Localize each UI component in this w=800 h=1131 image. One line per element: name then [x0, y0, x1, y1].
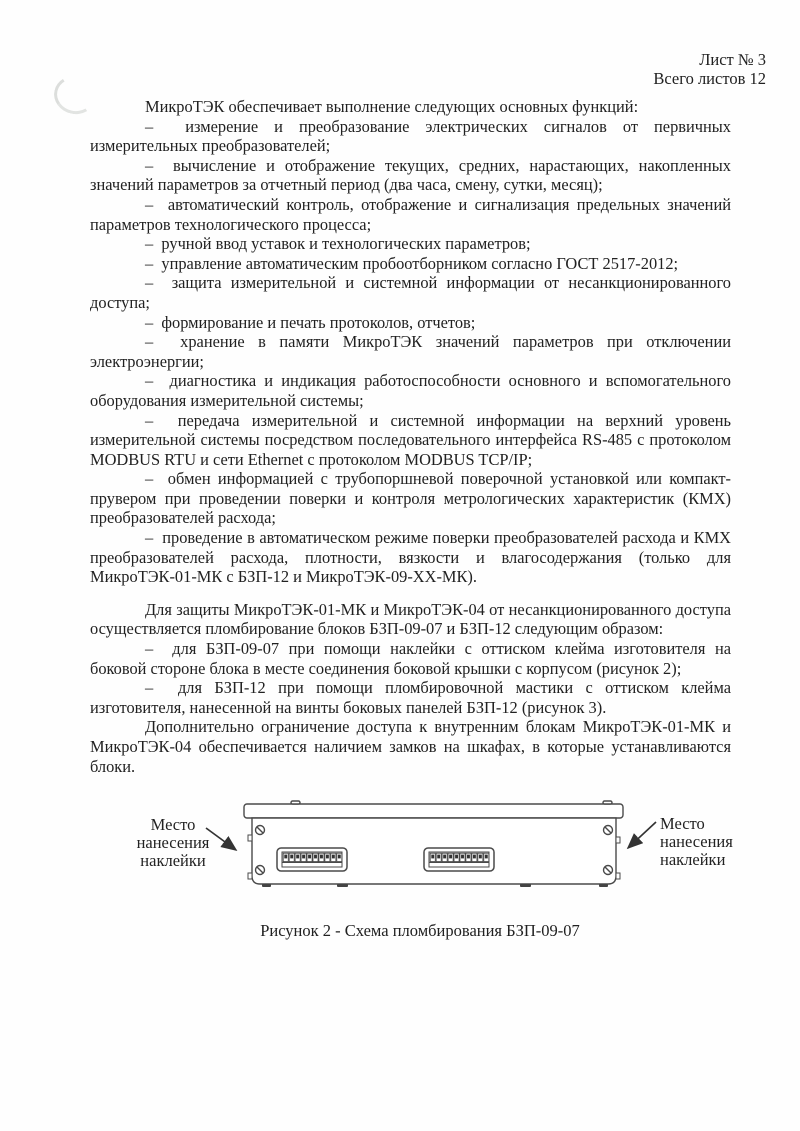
- paragraph: – измерение и преобразование электрических сигналов от первичных измерительных преобразователей;: [90, 116, 731, 156]
- paragraph: Дополнительно ограничение доступа к внутренним блокам МикроТЭК-01-МК и МикроТЭК-04 обеспечивается наличием замков на шкафах, в которые устанавливаются блоки.: [90, 717, 731, 776]
- paragraph: – диагностика и индикация работоспособности основного и вспомогательного оборудования измерительной системы;: [90, 371, 731, 410]
- figure-caption: Рисунок 2 - Схема пломбирования БЗП-09-07: [260, 921, 580, 940]
- paragraph: МикроТЭК обеспечивает выполнение следующих основных функций:: [145, 97, 639, 116]
- paragraph: – для БЗП-09-07 при помощи наклейки с оттиском клейма изготовителя на боковой стороне блока в месте соединения боковой крышки с корпусом (рисунок 2);: [90, 639, 731, 678]
- paragraph: Для защиты МикроТЭК-01-МК и МикроТЭК-04 от несанкционированного доступа осуществляется пломбирование блоков БЗП-09-07 и БЗП-12 следующим образом:: [90, 599, 731, 639]
- total-sheets: Всего листов 12: [653, 68, 766, 88]
- sheet-number: Лист № 3: [699, 50, 766, 69]
- screw-icon: [256, 866, 265, 875]
- paragraph: – обмен информацией с трубопоршневой поверочной установкой или компакт-прувером при проведении поверки и контроля метрологических характеристик (КМХ) преобразователей расхода;: [90, 469, 731, 528]
- paragraph: – для БЗП-12 при помощи пломбировочной мастики с оттиском клейма изготовителя, нанесенной на винты боковых панелей БЗП-12 (рисунок 3).: [90, 678, 731, 717]
- screw-icon: [256, 826, 265, 835]
- sticker-arrow-right-icon: [628, 822, 656, 848]
- paragraph: – передача измерительной и системной информации на верхний уровень измерительной системы посредством последовательного интерфейса RS-485 с протоколом MODBUS RTU и сети Ethernet с протоколом MODBUS TCP/IP;: [90, 410, 731, 469]
- paragraph: – вычисление и отображение текущих, средних, нарастающих, накопленных значений параметров за отчетный период (два часа, смену, сутки, месяц);: [90, 155, 731, 195]
- paragraph: – ручной ввод уставок и технологических параметров;: [145, 234, 531, 254]
- terminal-block-2-cells: [430, 853, 489, 861]
- terminal-block: [277, 848, 347, 871]
- sticker-place-label-left: Место нанесения наклейки: [136, 815, 210, 870]
- sticker-place-label-right: Место нанесения наклейки: [660, 814, 733, 869]
- terminal-block: [424, 848, 494, 871]
- document-body: [90, 97, 731, 776]
- paragraph: – управление автоматическим пробоотборником согласно ГОСТ 2517-2012;: [145, 253, 679, 273]
- terminal-block-1-cells: [283, 853, 342, 861]
- paragraph: – хранение в памяти МикроТЭК значений параметров при отключении электроэнергии;: [90, 332, 731, 371]
- paragraph: – проведение в автоматическом режиме поверки преобразователей расхода и КМХ преобразователей расхода, плотности, вязкости и влагосодержания (только для МикроТЭК-01-МК с БЗП-12 и МикроТЭК-09-ХХ-МК).: [90, 528, 731, 587]
- page-header: [366, 51, 766, 88]
- paragraph: – формирование и печать протоколов, отчетов;: [145, 312, 476, 332]
- paragraph: – автоматический контроль, отображение и сигнализация предельных значений параметров технологического процесса;: [90, 194, 731, 234]
- screw-icon: [604, 826, 613, 835]
- screw-icon: [604, 866, 613, 875]
- device-lid: [244, 804, 623, 818]
- paragraph: – защита измерительной и системной информации от несанкционированного доступа;: [90, 273, 731, 312]
